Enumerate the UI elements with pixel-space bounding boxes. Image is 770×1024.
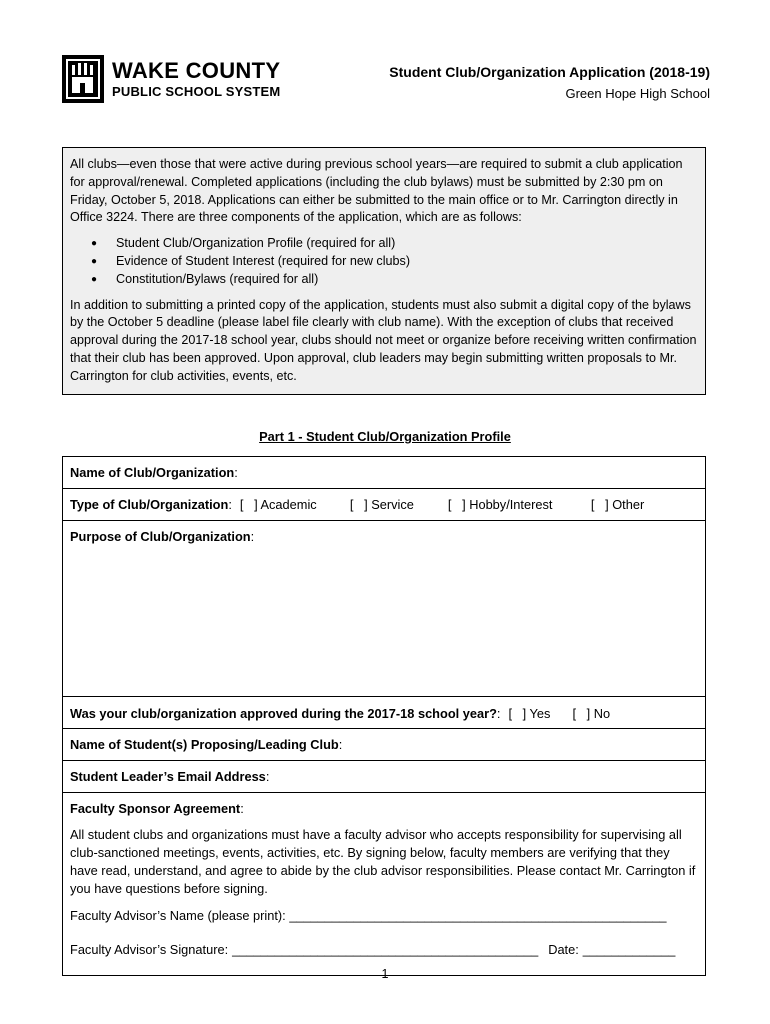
advisor-name-row xyxy=(70,907,698,925)
document-title: Student Club/Organization Application (2018-19) xyxy=(389,64,710,80)
club-type-field: Type of Club/Organization : [ ] Academic [ ] Service [ ] Hobby/Interest [ ] Other xyxy=(63,489,705,521)
faculty-agreement-text: All student clubs and organizations must have a faculty advisor who accepts responsibility for supervising all club-sanctioned meetings, events, activities, etc. By signing below, faculty members are verifying that they have read, understand, and agree to abide by the club advisor responsibilities. Please contact Mr. Carrington if you have questions before signing. xyxy=(70,827,696,896)
intro-paragraph-2: In addition to submitting a printed copy of the application, students must also submit a digital copy of the bylaws by the October 5 deadline (please label file clearly with club name). With the exception of clubs that received approval during the 2017-18 school year, clubs should not meet or organize before receiving written confirmation that their club has been approved. Upon approval, club leaders may begin submitting written proposals to Mr. Carrington for club activities, events, etc. xyxy=(70,297,697,383)
type-service-checkbox[interactable]: [ ] Service xyxy=(349,497,414,512)
student-leaders-label: Name of Student(s) Proposing/Leading Club xyxy=(70,737,339,752)
club-type-label: Type of Club/Organization xyxy=(70,497,229,512)
club-name-field[interactable]: Name of Club/Organization: xyxy=(63,457,705,489)
prior-approval-label: Was your club/organization approved during the 2017-18 school year? xyxy=(70,706,497,721)
purpose-field[interactable]: Purpose of Club/Organization: xyxy=(63,521,705,697)
advisor-name-input[interactable]: _____________________________________________________ xyxy=(289,908,667,923)
student-leaders-field[interactable]: Name of Student(s) Proposing/Leading Club: xyxy=(63,729,705,761)
purpose-label: Purpose of Club/Organization xyxy=(70,529,251,544)
wcpss-logo-icon xyxy=(62,55,104,103)
advisor-signature-row xyxy=(70,941,698,959)
type-academic-checkbox[interactable]: [ ] Academic xyxy=(239,497,317,512)
advisor-signature-input[interactable]: ___________________________________________ xyxy=(232,942,539,957)
leader-email-field[interactable]: Student Leader’s Email Address: xyxy=(63,761,705,793)
intro-paragraph-1: All clubs—even those that were active during previous school years—are required to submit a club application for approval/renewal. Completed applications (including the club bylaws) must be submitted by 2:30 pm on Friday, October 5, 2018. Applications can either be submitted to the main office or to Mr. Carrington directly in Office 3224. There are three components of the application, which are as follows: xyxy=(70,157,683,225)
type-hobby-checkbox[interactable]: [ ] Hobby/Interest xyxy=(447,497,553,512)
advisor-signature-label: Faculty Advisor’s Signature: xyxy=(70,942,229,957)
component-item: ● Evidence of Student Interest (required for new clubs) xyxy=(116,253,697,271)
school-name: Green Hope High School xyxy=(565,86,710,101)
date-label: Date: xyxy=(548,942,579,957)
club-name-label: Name of Club/Organization xyxy=(70,465,235,480)
faculty-sponsor-label: Faculty Sponsor Agreement xyxy=(70,801,241,816)
component-item: ● Student Club/Organization Profile (required for all) xyxy=(116,235,697,253)
date-input[interactable]: _____________ xyxy=(582,942,676,957)
part-1-title: Part 1 - Student Club/Organization Profile xyxy=(259,429,511,444)
intro-box xyxy=(62,147,706,395)
advisor-name-label: Faculty Advisor’s Name (please print): xyxy=(70,908,286,923)
leader-email-label: Student Leader’s Email Address xyxy=(70,769,266,784)
logo-line-1: WAKE COUNTY xyxy=(112,58,281,83)
prior-approval-field: Was your club/organization approved during the 2017-18 school year? : [ ] Yes [ ] No xyxy=(63,697,705,729)
wcpss-logo xyxy=(62,55,280,103)
faculty-sponsor-section: Faculty Sponsor Agreement: All student clubs and organizations must have a faculty advisor who accepts responsibility for supervising all club-sanctioned meetings, events, activities, etc. By signing below, faculty members are verifying that they have read, understand, and agree to abide by the club advisor responsibilities. Please contact Mr. Carrington if you have questions before signing. Faculty Advisor’s Name (please print): _____________________________________________________ Faculty Advisor’s Signature: ___________________________________________ Date: _____________ xyxy=(63,793,705,975)
approved-yes-checkbox[interactable]: [ ] Yes xyxy=(508,706,551,721)
component-list xyxy=(70,235,697,288)
logo-line-2: PUBLIC SCHOOL SYSTEM xyxy=(112,84,281,99)
type-other-checkbox[interactable]: [ ] Other xyxy=(590,497,645,512)
profile-form xyxy=(62,456,706,976)
page-number: 1 xyxy=(381,967,389,981)
component-item: ● Constitution/Bylaws (required for all) xyxy=(116,271,697,289)
approved-no-checkbox[interactable]: [ ] No xyxy=(572,706,611,721)
